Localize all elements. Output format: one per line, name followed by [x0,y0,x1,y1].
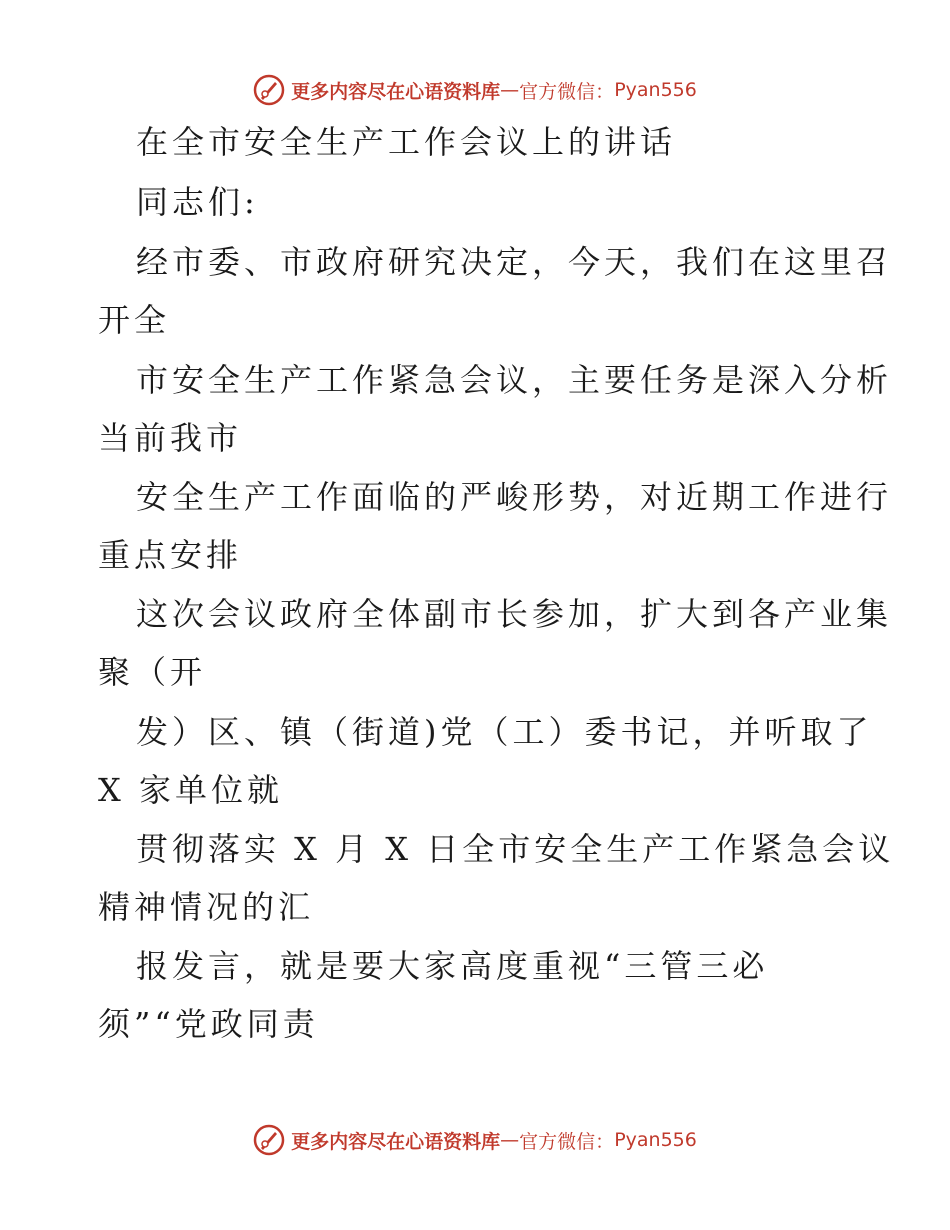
separator: — [500,79,520,101]
separator: — [500,1129,520,1151]
paragraph-line: 报发言，就是要大家高度重视“三管三必 [136,947,769,985]
wechat-handle: Pyan556 [614,1129,697,1151]
paragraph-line: 重点安排 [98,536,243,574]
paragraph-line: 聚（开 [98,653,207,691]
footer-watermark-banner [0,1120,950,1160]
paragraph-line: 安全生产工作面临的严峻形势，对近期工作进行 [136,478,893,516]
wechat-label: 官方微信： [519,1130,615,1153]
salutation: 同志们: [136,183,259,221]
quill-logo-icon [253,74,285,106]
paragraph-line: 精神情况的汇 [98,888,315,926]
paragraph-line: 这次会议政府全体副市长参加，扩大到各产业集 [136,595,893,633]
paragraph-line: 开全 [98,301,171,339]
quill-logo-icon [253,1124,285,1156]
paragraph-line: 须”“党政同责 [98,1005,319,1043]
paragraph-line: 发）区、镇（街道)党（工）委书记，并听取了 [136,713,873,751]
paragraph-line: 当前我市 [98,419,243,457]
wechat-handle: Pyan556 [614,79,697,101]
paragraph-line: X 家单位就 [98,771,283,809]
paragraph-line: 经市委、市政府研究决定，今天，我们在这里召 [136,243,893,281]
paragraph-line: 贯彻落实 X 月 X 日全市安全生产工作紧急会议 [136,830,895,868]
paragraph-line: 市安全生产工作紧急会议，主要任务是深入分析 [136,361,893,399]
header-watermark-banner [0,70,950,110]
site-name: 更多内容尽在心语资料库 [291,80,501,103]
document-title: 在全市安全生产工作会议上的讲话 [136,123,677,161]
wechat-label: 官方微信： [519,80,615,103]
site-name: 更多内容尽在心语资料库 [291,1130,501,1153]
